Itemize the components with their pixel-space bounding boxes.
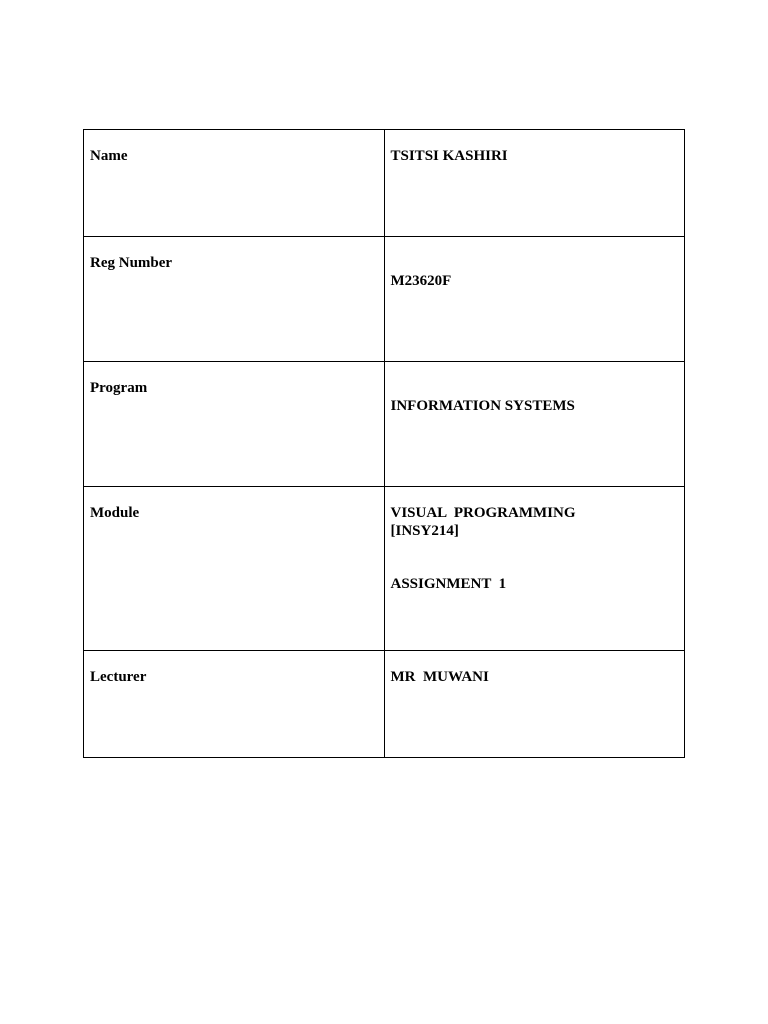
table-row-reg-number (84, 237, 685, 362)
table-row-name (84, 130, 685, 237)
value-cell (384, 237, 685, 362)
module-code-value: [INSY214] (390, 523, 459, 539)
label-cell (84, 487, 385, 651)
lecturer-value: MR MUWANI (390, 669, 489, 685)
assignment-value: ASSIGNMENT 1 (390, 576, 507, 592)
cover-info-table (83, 129, 685, 758)
module-name-value: VISUAL PROGRAMMING (390, 505, 576, 521)
lecturer-label: Lecturer (90, 669, 147, 685)
value-cell (384, 130, 685, 237)
label-cell (84, 237, 385, 362)
value-cell (384, 651, 685, 758)
value-cell (384, 362, 685, 487)
reg-number-value: M23620F (390, 273, 452, 289)
label-cell (84, 362, 385, 487)
label-cell (84, 651, 385, 758)
table-row-module (84, 487, 685, 651)
program-label: Program (90, 380, 148, 396)
spacer (391, 540, 679, 575)
table-row-lecturer (84, 651, 685, 758)
label-cell (84, 130, 385, 237)
module-label: Module (90, 505, 140, 521)
table-row-program (84, 362, 685, 487)
value-cell (384, 487, 685, 651)
reg-number-label: Reg Number (90, 255, 173, 271)
name-value: TSITSI KASHIRI (390, 148, 508, 164)
name-label: Name (90, 148, 128, 164)
program-value: INFORMATION SYSTEMS (390, 398, 575, 414)
